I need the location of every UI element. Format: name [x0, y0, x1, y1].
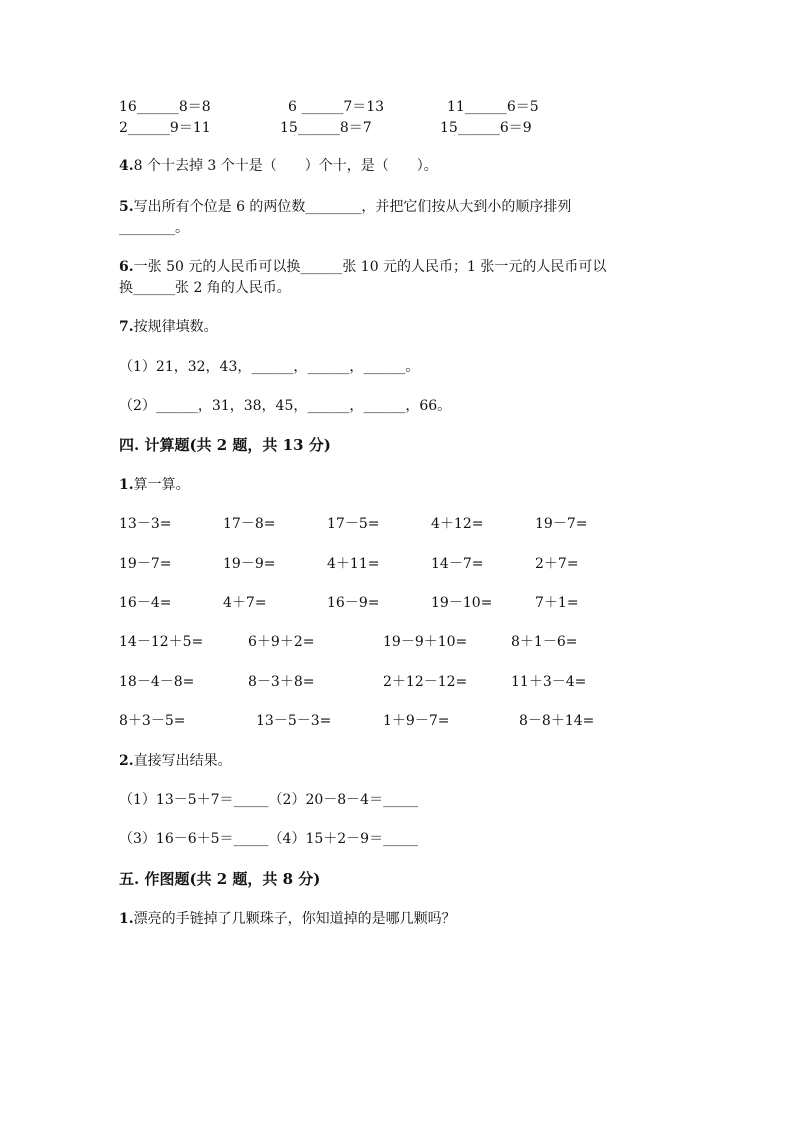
- calc-item: 1＋9－7=: [383, 713, 450, 729]
- question-text: 直接写出结果。: [133, 753, 232, 769]
- question-7: [119, 318, 218, 336]
- fill-item: 16______8＝8: [119, 99, 211, 115]
- calc-item: 18－4－8=: [119, 674, 195, 690]
- calc-question-1: [119, 476, 190, 494]
- calc-item: 17－8=: [223, 516, 276, 532]
- question-text: 算一算。: [133, 477, 190, 493]
- calc-item: 8＋1－6=: [511, 634, 578, 650]
- question-text: 按规律填数。: [133, 319, 218, 335]
- calc-item: 19－7=: [119, 556, 172, 572]
- calc-item: 16－9=: [327, 595, 380, 611]
- question-6-continuation: 换______张 2 角的人民币。: [119, 280, 291, 296]
- calc-question-2: [119, 752, 232, 770]
- calc-item: 19－10=: [431, 595, 493, 611]
- calc-subline-2: （3）16－6＋5＝_____（4）15＋2－9＝_____: [119, 831, 419, 847]
- calc-item: 19－7=: [535, 516, 588, 532]
- calc-item: 11＋3－4=: [511, 674, 587, 690]
- question-number: 4.: [119, 158, 134, 174]
- calc-item: 13－3=: [119, 516, 172, 532]
- question-text: 漂亮的手链掉了几颗珠子，你知道掉的是哪几颗吗？: [133, 911, 456, 927]
- question-number: 1.: [119, 477, 134, 493]
- question-text: 写出所有个位是 6 的两位数________，并把它们按从大到小的顺序排列: [133, 199, 572, 215]
- question-6: [119, 258, 606, 276]
- calc-item: 19－9＋10=: [383, 634, 468, 650]
- calc-item: 4＋12=: [431, 516, 484, 532]
- question-number: 7.: [119, 319, 134, 335]
- calc-item: 4＋11=: [327, 556, 380, 572]
- calc-item: 6＋9＋2=: [248, 634, 315, 650]
- calc-item: 8＋3－5=: [119, 713, 186, 729]
- calc-item: 14－12＋5=: [119, 634, 204, 650]
- fill-item: 2______9＝11: [119, 120, 211, 136]
- question-number: 1.: [119, 911, 134, 927]
- calc-item: 13－5－3=: [256, 713, 332, 729]
- calc-item: 2＋7=: [535, 556, 579, 572]
- calc-item: 7＋1=: [535, 595, 579, 611]
- draw-question-1: [119, 910, 456, 928]
- fill-item: 6 ______7＝13: [288, 99, 385, 115]
- section-heading-4: 四. 计算题(共 2 题，共 13 分): [119, 436, 331, 454]
- calc-item: 16－4=: [119, 595, 172, 611]
- calc-item: 8－8＋14=: [519, 713, 595, 729]
- calc-item: 17－5=: [327, 516, 380, 532]
- question-text: 一张 50 元的人民币可以换______张 10 元的人民币；1 张一元的人民币可以: [133, 259, 607, 275]
- question-number: 5.: [119, 199, 134, 215]
- question-number: 2.: [119, 753, 134, 769]
- calc-item: 4＋7=: [223, 595, 267, 611]
- fill-item: 11______6＝5: [447, 99, 539, 115]
- calc-subline-1: （1）13－5＋7＝_____（2）20－8－4＝_____: [119, 792, 419, 808]
- question-5-continuation: ________。: [119, 220, 189, 236]
- subquestion-2: （2）______，31，38，45，______，______，66。: [119, 398, 452, 414]
- question-number: 6.: [119, 259, 134, 275]
- question-4: [119, 157, 438, 175]
- fill-item: 15______6＝9: [440, 120, 532, 136]
- calc-item: 19－9=: [223, 556, 276, 572]
- question-5: [119, 198, 571, 216]
- calc-item: 2＋12－12=: [383, 674, 468, 690]
- calc-item: 8－3＋8=: [248, 674, 315, 690]
- subquestion-1: （1）21，32，43，______，______，______。: [119, 359, 420, 375]
- fill-item: 15______8＝7: [280, 120, 372, 136]
- question-text: 8 个十去掉 3 个十是（ ）个十，是（ ）。: [133, 158, 438, 174]
- calc-item: 14－7=: [431, 556, 484, 572]
- section-heading-5: 五. 作图题(共 2 题，共 8 分): [119, 870, 321, 888]
